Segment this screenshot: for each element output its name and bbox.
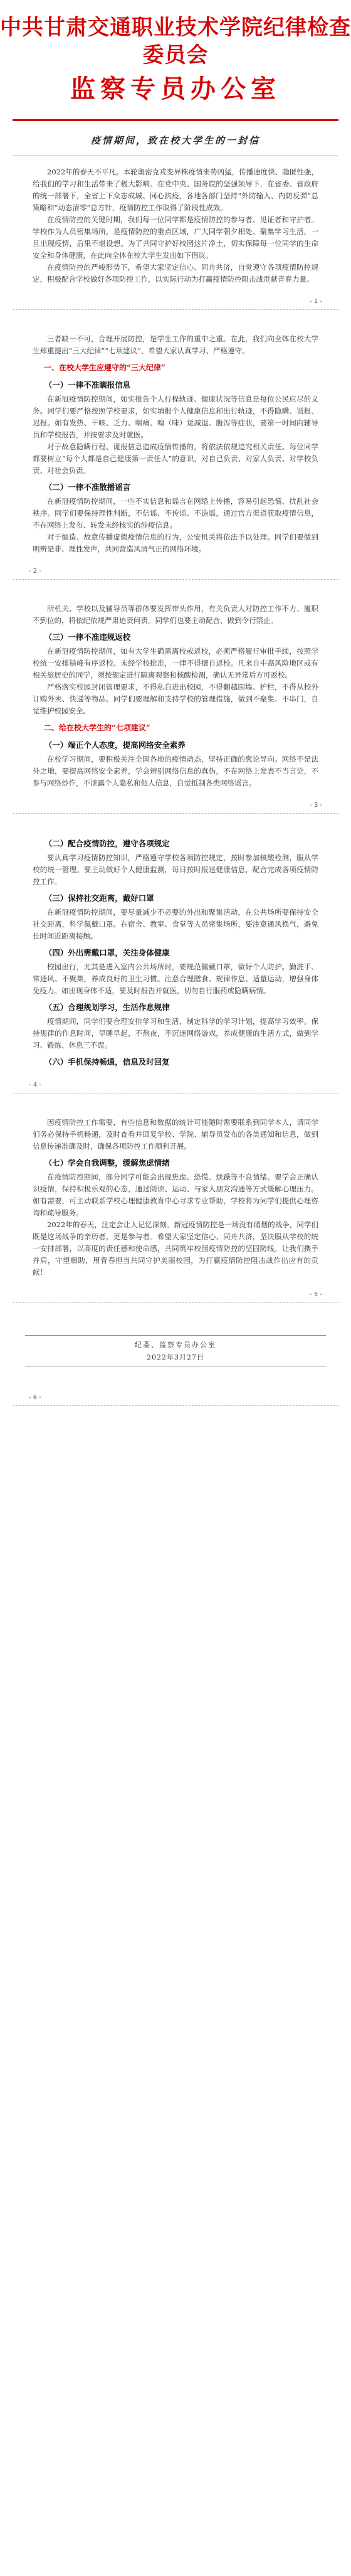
page-number: - 6 - (29, 1394, 41, 1401)
page-break (0, 1392, 351, 1419)
paragraph: 2022年的春天，注定会让人记忆深刻。新冠疫情防控是一场没有硝烟的战争，同学们既是这场战争的亲历者，更是参与者。希望大家坚定信心、同舟共济，坚决服从学校的统一安排部署，以高度的责任感和使命感，共同筑牢校园疫情防控的坚固防线。让我们携手并肩，守望相助，用青春担当共同守护美丽校园，为打赢疫情防控阻击战作出应有的贡献！ (33, 1220, 318, 1277)
subsection-heading: （四）外出需戴口罩，关注身体健康 (44, 948, 170, 957)
page-number: - 5 - (310, 1291, 322, 1298)
paragraph: 对于编造、故意传播虚假疫情信息的行为，公安机关将依法予以处理。同学们要做到明辨是非、理性发声，共同营造风清气正的网络环境。 (33, 533, 318, 553)
paragraph: 校园出行，尤其是进入室内公共场所时，要规范佩戴口罩，做好个人防护。勤洗手、常通风、不聚集，养成良好的卫生习惯。注意合理膳食、规律作息、适量运动，增强身体免疫力。如出现身体不适，要及时报告并就医，切勿自行服药或隐瞒病情。 (33, 962, 318, 995)
subsection-heading: （七）学会自我调整，缓解焦虑情绪 (44, 1158, 170, 1168)
subsection-heading: （三）一律不准违规返校 (44, 632, 131, 642)
paragraph: 在新冠疫情防控期间，一些不实信息和谣言在网络上传播，容易引起恐慌、扰乱社会秩序。同学们要保持理性判断，不信谣、不传谣、不造谣，通过官方渠道获取疫情信息，不在网络上发布、转发未经核实的涉疫信息。 (33, 497, 318, 530)
page-break (0, 799, 351, 827)
subsection-heading: （二）配合疫情防控，遵守各项规定 (44, 839, 170, 848)
page-body (0, 166, 351, 285)
paragraph: 疫情期间，同学们要合理安排学习和生活，制定科学的学习计划，提高学习效率。保持规律的作息时间，早睡早起，不熬夜，不沉迷网络游戏，养成健康的生活方式，做到学习、锻炼、休息三不误。 (33, 1017, 318, 1050)
page-break (0, 1079, 351, 1107)
paragraph: 在新冠疫情防控期间，如实报告个人行程轨迹、健康状况等信息是每位公民应尽的义务。同学们要严格按照学校要求，如实填报个人健康信息和出行轨迹，不得隐瞒、谎报、迟报。如有发热、干咳、乏力、咽痛、嗅（味）觉减退、腹泻等症状，要第一时间向辅导员和学校报告，并按要求及时就医。 (33, 395, 318, 439)
paragraph: 在校学习期间，要积极关注全国各地的疫情动态，坚持正确的舆论导向。网络不是法外之地，要提高网络安全素养，学会辨别网络信息的真伪，不在网络上发表不当言论，不参与网络炒作，不泄露个人隐私和他人信息，自觉抵制各类网络谣言。 (33, 755, 318, 787)
page-break-line (13, 813, 338, 814)
paragraph: 在疫情防控的严峻形势下，希望大家坚定信心、同舟共济，自觉遵守各项疫情防控规定，积极配合学校做好各项防控工作，以实际行动为打赢疫情防控阻击战贡献青春力量。 (33, 263, 318, 284)
page-number: - 3 - (310, 802, 322, 809)
subsection-heading: （一）一律不准瞒报信息 (44, 380, 131, 390)
section-heading: 二、给在校大学生的“七项建议” (44, 723, 150, 732)
page-break-line (13, 579, 338, 580)
paragraph: 因疫情防控工作需要，有些信息和数据的统计可能随时需要联系到同学本人，请同学们务必保持手机畅通，及时查看并回复学校、学院、辅导员发布的各类通知和信息，做到信息传递准确及时，确保各项防控工作顺利开展。 (33, 1118, 318, 1151)
subsection-heading: （六）手机保持畅通，信息及时回复 (44, 1057, 170, 1067)
paragraph: 严格落实校园封闭管理要求，不得私自进出校园，不得翻越围墙、护栏，不得从校外订购外卖、快递等物品。同学们要理解和支持学校的管理措施，做到不聚集、不串门，自觉维护校园安全。 (33, 683, 318, 715)
paragraph: 在疫情防控期间，部分同学可能会出现焦虑、恐慌、烦躁等不良情绪。要学会正确认识疫情，保持积极乐观的心态，通过阅读、运动、与家人朋友沟通等方式缓解心理压力。如有需要，可主动联系学校心理健康教育中心寻求专业帮助，学校将为同学们提供心理咨询和疏导服务。 (33, 1173, 318, 1217)
paragraph: 在疫情防控的关键时期，我们每一位同学都是疫情防控的参与者、见证者和守护者。学校作为人员密集场所，是疫情防控的重点区域，广大同学朝夕相处、聚集学习生活，一旦出现疫情，后果不堪设想。为了共同守护好校园这片净土，切实保障每一位同学的生命安全和身体健康，在此向全体在校大学生发出如下倡议。 (33, 215, 318, 260)
page-number: - 1 - (310, 298, 322, 305)
page-body (0, 333, 351, 555)
subsection-heading: （五）合理规划学习，生活作息规律 (44, 1003, 170, 1012)
footer-date: 2022年3月27日 (147, 1353, 204, 1361)
document-footer (0, 1335, 351, 1366)
page-break-line (13, 309, 338, 310)
page-break-line (13, 1093, 338, 1094)
section-heading: 一、在校大学生应遵守的“三大纪律” (44, 363, 165, 372)
spacer (0, 156, 351, 166)
subsection-heading: （二）一律不准散播谣言 (44, 482, 131, 492)
letter-title: 疫情期间，致在校大学生的一封信 (90, 135, 260, 146)
page-number: - 2 - (29, 568, 41, 575)
paragraph: 三者缺一不可，合理开展防控，是学生工作的重中之重。在此，我们向全体在校大学生郑重提出“三大纪律”“七项建议”，希望大家认真学习、严格遵守。 (33, 334, 318, 355)
page-body (0, 1117, 351, 1279)
paragraph: 在新冠疫情防控期间，要尽量减少不必要的外出和聚集活动，在公共场所要保持安全社交距离，科学佩戴口罩。在宿舍、教室、食堂等人员密集场所，要注意通风换气，避免长时间近距离接触。 (33, 908, 318, 940)
page-break-line (13, 1405, 338, 1406)
page-body (0, 837, 351, 1069)
paragraph: 要认真学习疫情防控知识，严格遵守学校各项防控规定，按时参加核酸检测，服从学校的统一管理。要主动做好个人健康监测，每日按时报送健康信息，配合完成各项疫情防控工作。 (33, 853, 318, 886)
subsection-heading: （三）保持社交距离，戴好口罩 (44, 893, 154, 903)
page-break-line (13, 1302, 338, 1303)
page-number: - 4 - (29, 1082, 41, 1088)
page-break (0, 1289, 351, 1316)
paragraph: 在新冠疫情防控期间，如有大学生确需离校或返校，必须严格履行审批手续，按照学校统一安排错峰有序返校。未经学校批准，一律不得擅自返校。凡来自中高风险地区或有相关旅居史的同学，须按规定进行隔离观察和核酸检测，确认无异常后方可返校。 (33, 647, 318, 679)
page-break (0, 295, 351, 323)
paragraph: 所机关、学校以及辅导员等群体要发挥带头作用，有关负责人对防控工作不力、履职不到位的，将依纪依规严肃追责问责。同学们也要主动配合，做到令行禁止。 (33, 604, 318, 625)
page-break (0, 565, 351, 593)
office-name: 监察专员办公室 (70, 74, 281, 104)
document-body (0, 156, 351, 1279)
org-name: 中共甘肃交通职业技术学院纪律检查委员会 (0, 15, 351, 68)
paragraph: 对于故意隐瞒行程、谎报信息造成疫情传播的，将依法依规追究相关责任。每位同学都要树立“每个人都是自己健康第一责任人”的意识，对自己负责、对家人负责、对学校负责、对社会负责。 (33, 442, 318, 475)
page-body (0, 603, 351, 789)
header-red-rule (13, 119, 338, 121)
paragraph: 2022年的春天不平凡。本轮奥密克戎变异株疫情来势凶猛，传播速度快、隐匿性强，给我们的学习和生活带来了极大影响。在党中央、国务院的坚强领导下，在省委、省政府的统一部署下，全省上下众志成城、同心抗疫，各地各部门坚持“外防输入、内防反弹”总策略和“动态清零”总方针，疫情防控工作取得了阶段性成效。 (33, 168, 318, 212)
footer-issuer: 纪委、监察专员办公室 (135, 1341, 216, 1349)
document-header (0, 0, 351, 105)
subsection-heading: （一）端正个人态度，提高网络安全素养 (44, 740, 186, 750)
footer-rule-top (25, 1335, 326, 1336)
